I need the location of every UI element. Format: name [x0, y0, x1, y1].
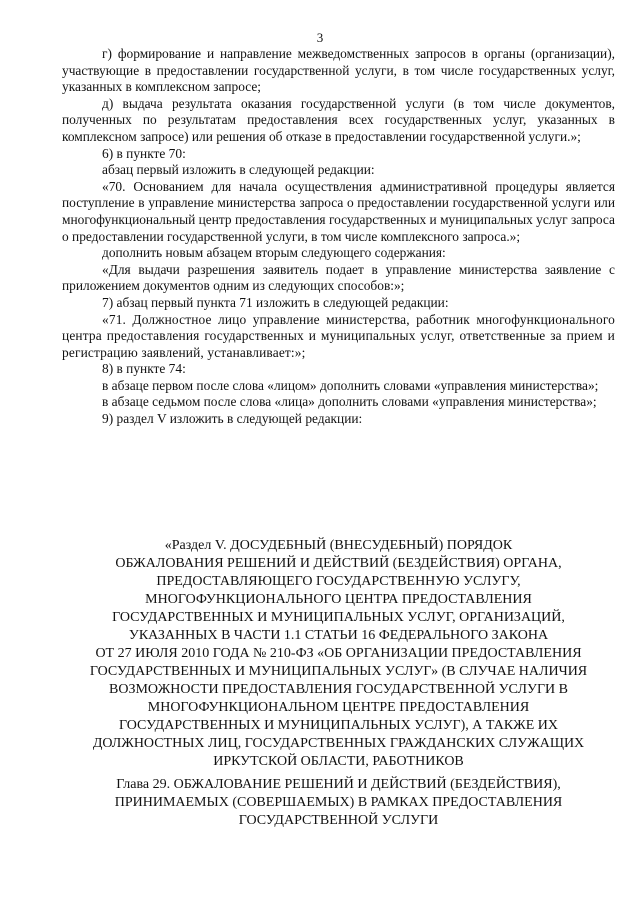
section-heading-line: МНОГОФУНКЦИОНАЛЬНОМ ЦЕНТРЕ ПРЕДОСТАВЛЕНИЯ	[147, 700, 530, 715]
section-heading-line: ПРЕДОСТАВЛЯЮЩЕГО ГОСУДАРСТВЕННУЮ УСЛУГУ,	[156, 574, 521, 589]
paragraph-clause-71: «71. Должностное лицо управление министерства, работник многофункционального центра предоставления государственных и муниципальных услуг, ответственные за прием и регистрацию заявлений, устанавливает:»;	[62, 311, 615, 360]
paragraph-point-7: 7) абзац первый пункта 71 изложить в следующей редакции:	[102, 294, 449, 310]
paragraph-item-d: д) выдача результата оказания государственной услуги (в том числе документов, полученных по результатам предоставления всех государственных услуг, указанных в комплексном запросе) или решения об отказе в предоставлении государственной услуги.»;	[62, 95, 615, 144]
body-text	[62, 46, 615, 428]
paragraph-abzac-seventh: в абзаце седьмом после слова «лица» дополнить словами «управления министерства»;	[102, 394, 597, 410]
section-heading-line: МНОГОФУНКЦИОНАЛЬНОГО ЦЕНТРА ПРЕДОСТАВЛЕНИЯ	[145, 592, 532, 607]
chapter-heading-line: ГОСУДАРСТВЕННОЙ УСЛУГИ	[238, 813, 439, 828]
section-heading-line: ГОСУДАРСТВЕННЫХ И МУНИЦИПАЛЬНЫХ УСЛУГ» (В СЛУЧАЕ НАЛИЧИЯ	[89, 664, 588, 679]
section-heading-line: ОТ 27 ИЮЛЯ 2010 ГОДА № 210-ФЗ «ОБ ОРГАНИЗАЦИИ ПРЕДОСТАВЛЕНИЯ	[95, 646, 582, 661]
paragraph-clause-70: «70. Основанием для начала осуществления административной процедуры является поступление в управление министерства запроса о предоставлении государственной услуги или многофункциональный центр предоставления государственных и муниципальных услуг запроса о предоставлении государственной услуги, в том числе комплексного запроса.»;	[62, 178, 615, 244]
paragraph-point-8: 8) в пункте 74:	[102, 361, 186, 377]
chapter-heading-line: Глава 29. ОБЖАЛОВАНИЕ РЕШЕНИЙ И ДЕЙСТВИЙ (БЕЗДЕЙСТВИЯ),	[116, 777, 561, 792]
chapter-heading	[62, 776, 615, 830]
section-heading-line: ГОСУДАРСТВЕННЫХ И МУНИЦИПАЛЬНЫХ УСЛУГ, ОРГАНИЗАЦИЙ,	[112, 610, 565, 625]
paragraph-add-abzac: дополнить новым абзацем вторым следующего содержания:	[102, 245, 446, 261]
paragraph-first-abzac: абзац первый изложить в следующей редакции:	[102, 162, 375, 178]
section-heading-line: ОБЖАЛОВАНИЯ РЕШЕНИЙ И ДЕЙСТВИЙ (БЕЗДЕЙСТВИЯ) ОРГАНА,	[115, 556, 562, 571]
section-heading-line: ГОСУДАРСТВЕННЫХ И МУНИЦИПАЛЬНЫХ УСЛУГ), А ТАКЖЕ ИХ	[118, 718, 558, 733]
section-heading-line: ДОЛЖНОСТНЫХ ЛИЦ, ГОСУДАРСТВЕННЫХ ГРАЖДАНСКИХ СЛУЖАЩИХ	[92, 736, 585, 751]
section-heading	[62, 537, 615, 771]
paragraph-point-6: 6) в пункте 70:	[102, 145, 186, 161]
section-heading-line: УКАЗАННЫХ В ЧАСТИ 1.1 СТАТЬИ 16 ФЕДЕРАЛЬНОГО ЗАКОНА	[128, 628, 549, 643]
paragraph-abzac-first: в абзаце первом после слова «лицом» дополнить словами «управления министерства»;	[102, 377, 599, 393]
paragraph-permit-issue: «Для выдачи разрешения заявитель подает в управление министерства заявление с приложением документов одним из следующих способов:»;	[62, 261, 615, 294]
paragraph-point-9: 9) раздел V изложить в следующей редакции:	[102, 411, 363, 427]
section-heading-line: ИРКУТСКОЙ ОБЛАСТИ, РАБОТНИКОВ	[213, 754, 464, 769]
section-heading-line: ВОЗМОЖНОСТИ ПРЕДОСТАВЛЕНИЯ ГОСУДАРСТВЕННОЙ УСЛУГИ В	[109, 682, 568, 697]
chapter-heading-line: ПРИНИМАЕМЫХ (СОВЕРШАЕМЫХ) В РАМКАХ ПРЕДОСТАВЛЕНИЯ	[114, 795, 563, 810]
paragraph-item-g: г) формирование и направление межведомственных запросов в органы (организации), участвующие в предоставлении государственной услуги, в том числе государственных услуг, указанных в комплексном запросе;	[62, 46, 615, 95]
page-number: 3	[316, 30, 324, 45]
section-heading-line: «Раздел V. ДОСУДЕБНЫЙ (ВНЕСУДЕБНЫЙ) ПОРЯДОК	[164, 538, 513, 553]
